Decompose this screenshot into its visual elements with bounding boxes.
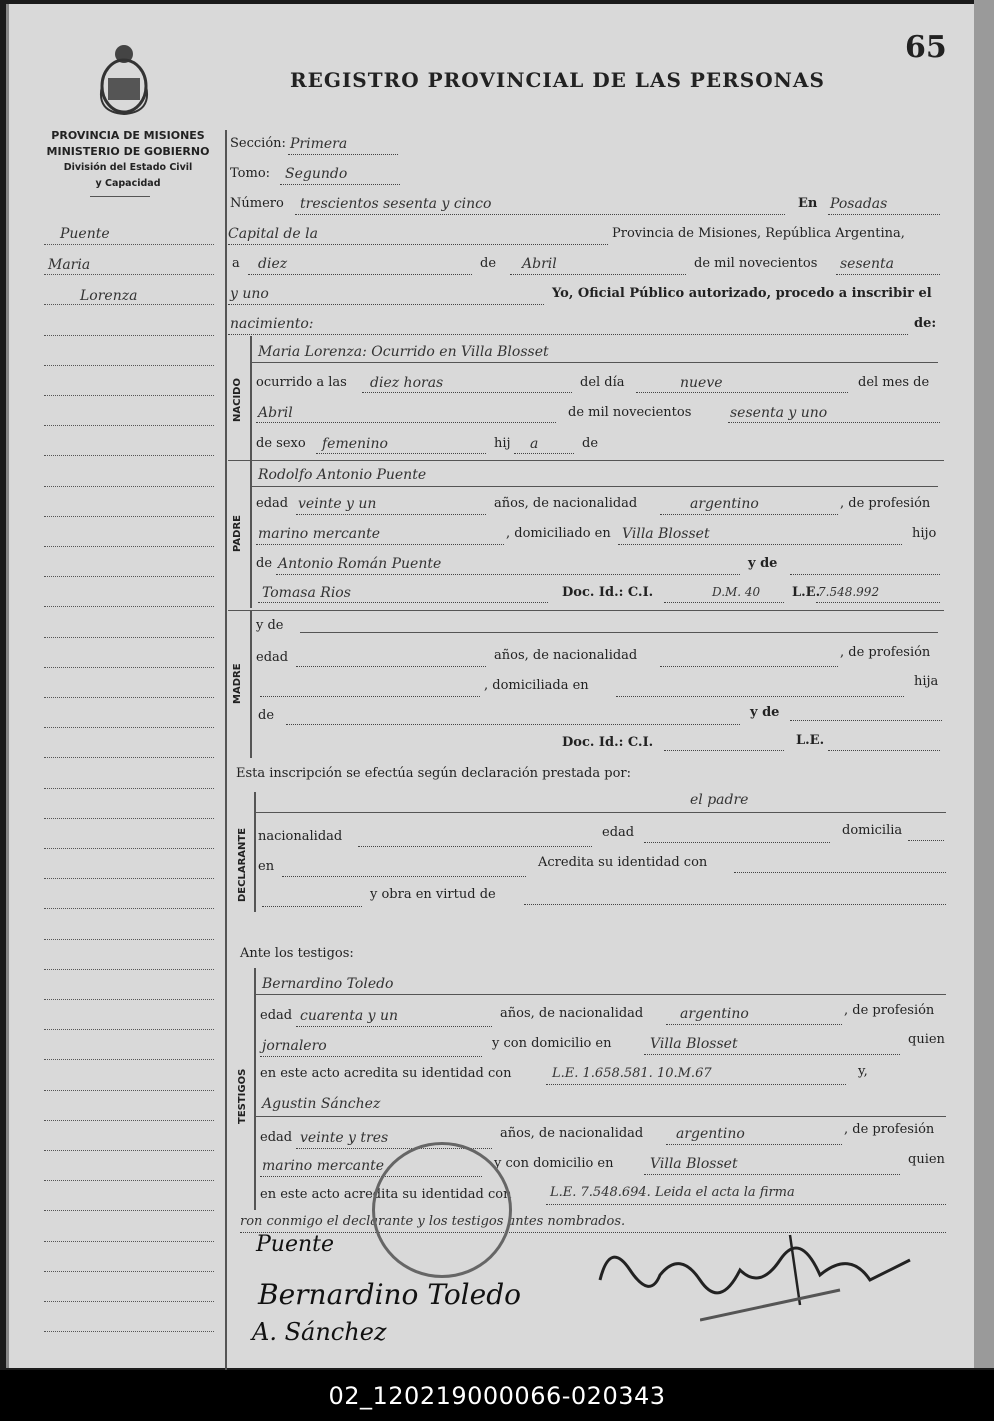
field-line (618, 544, 902, 545)
page-title: REGISTRO PROVINCIAL DE LAS PERSONAS (290, 68, 825, 92)
anio2-value: y uno (230, 286, 269, 302)
margin-note: Lorenza (80, 288, 138, 304)
edad-label: edad (256, 650, 289, 665)
section-nacido: NACIDO (232, 378, 243, 422)
edad-label: edad (260, 1008, 293, 1023)
field-line (258, 602, 548, 603)
section-rule (250, 610, 252, 758)
ocurrido-label: ocurrido a las (256, 375, 347, 390)
field-line (260, 1056, 482, 1057)
field-line (644, 842, 830, 843)
margin-rule (44, 576, 214, 577)
testigo1-nombre: Bernardino Toledo (262, 976, 394, 992)
field-line (616, 696, 904, 697)
anios-nac-label: años, de nacionalidad (494, 496, 638, 511)
field-line (286, 724, 740, 725)
doc-id-label: Doc. Id.: C.I. (562, 735, 654, 750)
testigo2-doc: L.E. 7.548.694. Leida el acta la firma (550, 1185, 795, 1200)
archive-footer: 02_120219000066-020343 (0, 1370, 994, 1421)
field-line (296, 666, 486, 667)
margin-rule (44, 878, 214, 879)
y-de-label: y de (750, 705, 780, 720)
hij-label: hij (494, 436, 511, 451)
margin-rule (44, 1241, 214, 1242)
field-line (295, 214, 785, 215)
margin-rule (44, 1090, 214, 1091)
abuela-nombre: Tomasa Rios (262, 585, 351, 601)
padre-nac: argentino (690, 496, 759, 512)
field-line (296, 1026, 492, 1027)
row-rule (256, 812, 946, 813)
field-line (510, 274, 686, 275)
de-label-3: de (256, 556, 273, 571)
margin-rule (44, 1271, 214, 1272)
sexo-value: femenino (322, 436, 388, 452)
nacionalidad-label: nacionalidad (258, 829, 343, 844)
padre-ci: D.M. 40 (712, 585, 761, 599)
field-line (282, 876, 526, 877)
testigo2-nac: argentino (676, 1126, 745, 1142)
testigo2-nombre: Agustin Sánchez (262, 1096, 381, 1112)
profesion-label: , de profesión (844, 1003, 935, 1018)
field-line (288, 154, 398, 155)
anio-value: sesenta (840, 256, 894, 272)
row-rule (256, 994, 946, 995)
field-line (228, 334, 908, 335)
profesion-label: , de profesión (840, 496, 931, 511)
padre-edad: veinte y un (298, 496, 377, 512)
signature-sanchez: A. Sánchez (252, 1318, 387, 1346)
field-line (836, 274, 940, 275)
margin-rule (44, 546, 214, 547)
header-line-1: PROVINCIA DE MISIONES (51, 129, 205, 142)
de-mil-label: de mil novecientos (694, 256, 818, 271)
testigo1-edad: cuarenta y un (300, 1008, 399, 1024)
field-line (280, 184, 400, 185)
del-dia-label: del día (580, 375, 625, 390)
field-line (790, 574, 940, 575)
margin-rule (44, 455, 214, 456)
de-label: de (480, 256, 497, 271)
domicilia-label: domicilia (842, 823, 903, 838)
de-label-4: de (258, 708, 275, 723)
yo-label: Yo, Oficial Público autorizado, procedo a inscribir el (552, 286, 932, 301)
testigo2-edad: veinte y tres (300, 1130, 389, 1146)
margin-note: Maria (48, 257, 91, 273)
margin-rule (44, 365, 214, 366)
testigo1-nac: argentino (680, 1006, 749, 1022)
margin-rule (44, 969, 214, 970)
margin-rule (44, 304, 214, 305)
field-line (644, 1054, 900, 1055)
profesion-label: , de profesión (844, 1122, 935, 1137)
field-line (358, 846, 592, 847)
provincia-label: Provincia de Misiones, República Argentina, (612, 226, 905, 241)
domicilio-label: y con domicilio en (494, 1156, 614, 1171)
margin-rule (44, 335, 214, 336)
margin-rule (44, 908, 214, 909)
anios-nac-label: años, de nacionalidad (500, 1006, 644, 1021)
coat-of-arms-icon (96, 42, 152, 116)
field-line (228, 304, 544, 305)
dia-value: diez (258, 256, 288, 272)
numero-label: Número (230, 196, 284, 211)
testigo1-dom: Villa Blosset (650, 1036, 738, 1052)
padre-le: 7.548.992 (818, 585, 880, 599)
margin-rule (44, 1301, 214, 1302)
margin-rule (44, 818, 214, 819)
margin-rule (44, 1150, 214, 1151)
margin-rule (44, 606, 214, 607)
mes-nac-value: Abril (258, 405, 293, 421)
mes-value: Abril (522, 256, 557, 272)
header-line-3: División del Estado Civil (63, 162, 193, 173)
testigo2-prof: marino mercante (262, 1158, 385, 1174)
margin-rule (44, 727, 214, 728)
field-line (666, 1144, 842, 1145)
page-number: 65 (905, 30, 947, 65)
anio-nac-value: sesenta y uno (730, 405, 828, 421)
margin-rule (44, 697, 214, 698)
field-line (262, 906, 362, 907)
a-label: a (232, 256, 240, 271)
inscripcion-label: Esta inscripción se efectúa según declaración prestada por: (236, 766, 631, 781)
en-label: En (798, 196, 818, 211)
header-rule (90, 196, 150, 197)
field-line (828, 750, 940, 751)
field-line (644, 1174, 900, 1175)
signature-toledo: Bernardino Toledo (258, 1278, 521, 1311)
quien-label: quien (908, 1152, 945, 1167)
hora-value: diez horas (370, 375, 444, 391)
section-testigos: TESTIGOS (237, 1068, 248, 1124)
del-mes-label: del mes de (858, 375, 930, 390)
domicilio-label: y con domicilio en (492, 1036, 612, 1051)
domiciliada-label: , domiciliada en (484, 678, 589, 693)
margin-rule (44, 637, 214, 638)
section-declarante: DECLARANTE (237, 827, 248, 902)
margin-rule (44, 757, 214, 758)
acredita-label-2: en este acto acredita su identidad con (260, 1187, 512, 1202)
column-divider (225, 130, 227, 1370)
field-line (276, 574, 740, 575)
tipo-value: nacimiento: (230, 316, 314, 332)
margin-rule (44, 1059, 214, 1060)
acredita-label-2: en este acto acredita su identidad con (260, 1066, 512, 1081)
margin-rule (44, 939, 214, 940)
field-line (908, 840, 944, 841)
section-rule (228, 610, 944, 611)
abuelo-nombre: Antonio Román Puente (278, 556, 442, 572)
margin-rule (44, 425, 214, 426)
testigos-label: Ante los testigos: (240, 946, 354, 961)
margin-rule (44, 274, 214, 275)
section-rule (254, 792, 256, 912)
de-colon-label: de: (914, 316, 937, 331)
padre-nombre: Rodolfo Antonio Puente (258, 467, 427, 483)
field-line (248, 274, 472, 275)
edad-label-2: edad (602, 825, 635, 840)
field-line (316, 453, 486, 454)
row-rule (252, 486, 938, 487)
page-edge (974, 0, 994, 1368)
seccion-value: Primera (290, 136, 348, 152)
issuer-header (40, 128, 216, 192)
margin-rule (44, 667, 214, 668)
row-rule (256, 1116, 946, 1117)
field-line (256, 544, 504, 545)
field-line (296, 514, 486, 515)
field-line (256, 422, 556, 423)
section-rule (254, 968, 256, 1210)
margin-rule (44, 1210, 214, 1211)
edad-label: edad (256, 496, 289, 511)
field-line (790, 720, 942, 721)
anios-nac-label: años, de nacionalidad (500, 1126, 644, 1141)
de-mil2-label: de mil novecientos (568, 405, 692, 420)
field-line (666, 1024, 842, 1025)
field-line (660, 666, 838, 667)
header-line-4: y Capacidad (95, 178, 161, 189)
field-line (816, 602, 940, 603)
field-line (828, 214, 940, 215)
en-value: Posadas (830, 196, 888, 212)
hijo-label: hijo (912, 526, 937, 541)
margin-rule (44, 1029, 214, 1030)
tomo-value: Segundo (285, 166, 348, 182)
anios-nac-label: años, de nacionalidad (494, 648, 638, 663)
margin-rule (44, 1331, 214, 1332)
official-stamp (372, 1142, 512, 1278)
field-line (546, 1084, 846, 1085)
section-rule (228, 460, 944, 461)
de-label-2: de (582, 436, 599, 451)
padre-dom: Villa Blosset (622, 526, 710, 542)
acredita-label: Acredita su identidad con (538, 855, 708, 870)
capital-value: Capital de la (228, 226, 318, 242)
margin-rule (44, 999, 214, 1000)
margin-rule (44, 848, 214, 849)
margin-rule (44, 244, 214, 245)
tomo-label: Tomo: (230, 166, 271, 181)
field-line (660, 514, 838, 515)
field-line (728, 422, 940, 423)
row-rule (300, 632, 938, 633)
edad-label: edad (260, 1130, 293, 1145)
margin-rule (44, 1120, 214, 1121)
y-de-label: y de (256, 618, 284, 633)
margin-rule (44, 395, 214, 396)
nombre-value: Maria Lorenza: Ocurrido en Villa Blosset (258, 344, 549, 360)
testigo1-prof: jornalero (262, 1038, 327, 1054)
section-madre: MADRE (232, 663, 243, 704)
numero-value: trescientos sesenta y cinco (300, 196, 492, 212)
margin-rule (44, 516, 214, 517)
section-rule (250, 336, 252, 460)
field-line (664, 750, 784, 751)
field-line (636, 392, 848, 393)
en-label-2: en (258, 859, 275, 874)
field-line (228, 244, 608, 245)
testigo1-doc: L.E. 1.658.581. 10.M.67 (552, 1066, 712, 1081)
header-line-2: MINISTERIO DE GOBIERNO (46, 145, 210, 158)
field-line (514, 453, 574, 454)
doc-id-label: Doc. Id.: C.I. (562, 585, 654, 600)
field-line (524, 904, 946, 905)
row-rule (252, 362, 938, 363)
declarante-value: el padre (690, 792, 749, 808)
le-label: L.E. (796, 733, 825, 748)
acta-cierre: ron conmigo el declarante y los testigos antes nombrados. (240, 1214, 626, 1229)
margin-rule (44, 486, 214, 487)
y-coma-label: y, (858, 1064, 868, 1079)
field-line (664, 602, 784, 603)
official-rect-stamp (700, 1270, 850, 1330)
section-padre: PADRE (232, 515, 243, 552)
dia-nac-value: nueve (680, 375, 723, 391)
domiciliado-label: , domiciliado en (506, 526, 611, 541)
testigo2-dom: Villa Blosset (650, 1156, 738, 1172)
margin-rule (44, 1180, 214, 1181)
seccion-label: Sección: (230, 136, 286, 151)
margin-rule (44, 788, 214, 789)
section-rule (250, 460, 252, 608)
hij-suffix: a (530, 436, 539, 452)
sexo-label: de sexo (256, 436, 306, 451)
padre-prof: marino mercante (258, 526, 381, 542)
field-line (546, 1204, 946, 1205)
margin-note: Puente (60, 226, 110, 242)
field-line (260, 696, 480, 697)
profesion-label: , de profesión (840, 645, 931, 660)
field-line (362, 392, 572, 393)
field-line (734, 872, 946, 873)
signature-puente: Puente (256, 1232, 335, 1257)
hija-label: hija (914, 674, 939, 689)
quien-label: quien (908, 1032, 945, 1047)
y-de-label: y de (748, 556, 778, 571)
le-label: L.E. (792, 585, 821, 600)
obra-label: y obra en virtud de (370, 887, 496, 902)
